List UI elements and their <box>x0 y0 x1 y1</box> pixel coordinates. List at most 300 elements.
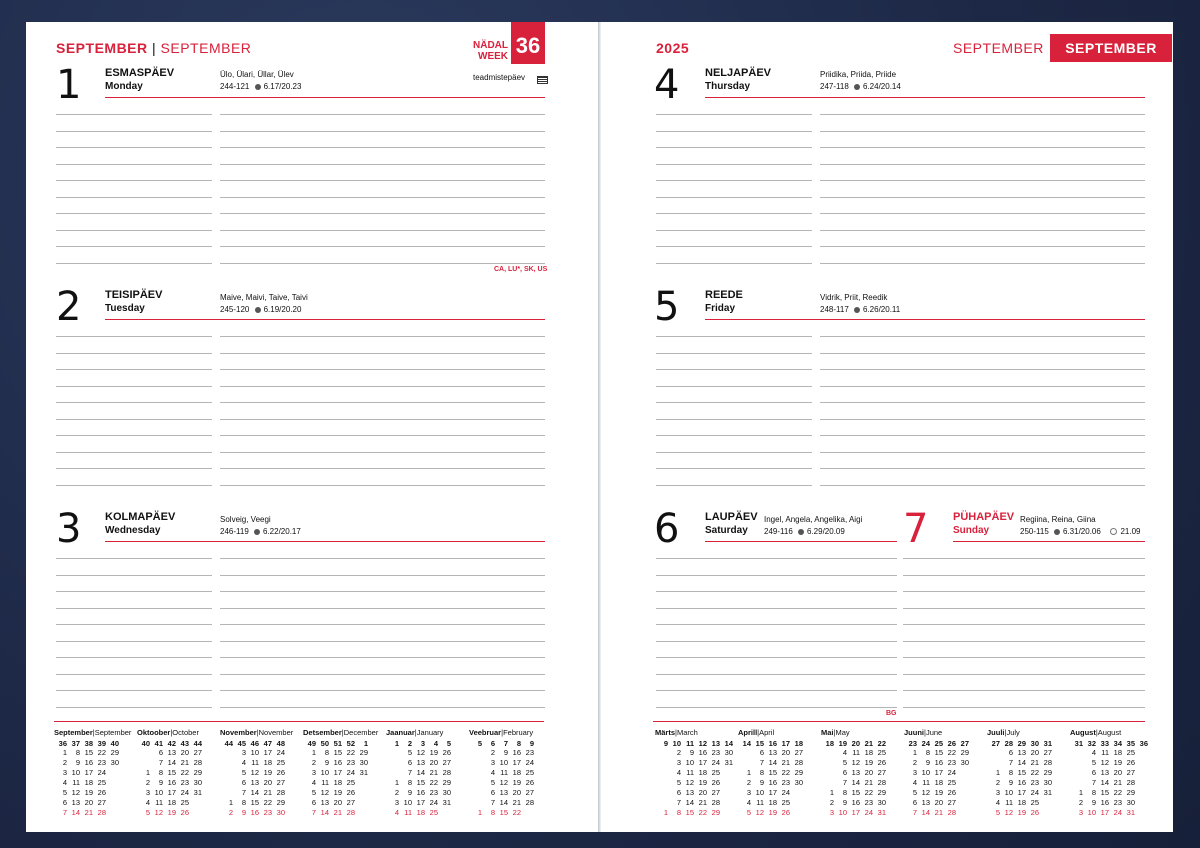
writing-line[interactable] <box>656 690 897 691</box>
page-header-left <box>56 40 251 56</box>
calendar-row: 6 13 20 27 <box>241 778 285 787</box>
sun-icon <box>254 529 260 535</box>
sun-icon <box>255 84 261 90</box>
calendar-row: 6 13 20 27 <box>759 748 803 757</box>
writing-line[interactable] <box>220 197 545 198</box>
calendar-row: 7 14 21 28 <box>241 788 285 797</box>
day-divider <box>705 541 897 542</box>
week-numbers: 1 2 3 4 5 <box>394 739 451 748</box>
writing-line[interactable] <box>903 707 1145 708</box>
calendar-row: 4 11 18 25 <box>746 798 790 807</box>
calendar-row: 4 11 18 25 <box>311 778 355 787</box>
writing-line[interactable] <box>656 197 812 198</box>
month-title-et: SEPTEMBER <box>56 40 148 56</box>
mini-calendar-title: September|September <box>54 728 132 737</box>
writing-line[interactable] <box>220 369 545 370</box>
writing-line[interactable] <box>56 657 212 658</box>
mini-calendar-title: Juuni|June <box>904 728 943 737</box>
writing-line[interactable] <box>820 114 1145 115</box>
moon-phase-time: 21.09 <box>1120 527 1141 536</box>
calendar-row: 4 11 18 25 <box>1091 748 1135 757</box>
month-title-et: SEPTEMBER <box>953 40 1044 56</box>
flag-icon <box>537 76 548 84</box>
writing-line[interactable] <box>220 114 545 115</box>
writing-line[interactable] <box>656 435 812 436</box>
day-divider <box>105 97 545 98</box>
calendar-row: 7 14 21 28 <box>759 758 803 767</box>
calendar-row: 3 10 17 24 <box>746 788 790 797</box>
mini-calendar-title: Märts|March <box>655 728 698 737</box>
writing-line[interactable] <box>220 435 545 436</box>
calendar-row: 6 13 20 27 <box>842 768 886 777</box>
day-of-year: 245-120 <box>220 305 250 314</box>
name-day-list: Solveig, Veegi <box>220 515 271 524</box>
writing-line[interactable] <box>56 674 212 675</box>
calendar-row: 2 9 16 23 30 <box>311 758 368 767</box>
writing-line[interactable] <box>820 131 1145 132</box>
day-of-year: 244-121 <box>220 82 250 91</box>
mini-calendar-title: Oktoober|October <box>137 728 199 737</box>
writing-line[interactable] <box>820 485 1145 486</box>
week-numbers: 9 10 11 12 13 14 <box>663 739 733 748</box>
writing-line[interactable] <box>56 402 212 403</box>
writing-line[interactable] <box>656 419 812 420</box>
mini-calendar-title: Jaanuar|January <box>386 728 444 737</box>
day-name-en: Tuesday <box>105 303 145 314</box>
sun-icon <box>854 307 860 313</box>
calendar-row: 7 14 21 28 <box>1091 778 1135 787</box>
writing-line[interactable] <box>56 369 212 370</box>
calendar-row: 7 14 21 28 <box>1008 758 1052 767</box>
writing-line[interactable] <box>903 591 1145 592</box>
year-title: 2025 <box>656 40 690 56</box>
name-day-list: Ülo, Ülari, Üllar, Ülev <box>220 70 294 79</box>
day-name-en: Sunday <box>953 525 990 536</box>
writing-line[interactable] <box>820 213 1145 214</box>
mini-calendar <box>904 728 969 818</box>
writing-line[interactable] <box>656 336 812 337</box>
day-divider <box>105 541 545 542</box>
day-name <box>105 288 162 316</box>
sunrise-sunset: 6.24/20.14 <box>863 82 901 91</box>
writing-line[interactable] <box>220 657 545 658</box>
writing-line[interactable] <box>56 197 212 198</box>
writing-line[interactable] <box>220 707 545 708</box>
writing-line[interactable] <box>820 180 1145 181</box>
writing-line[interactable] <box>220 641 545 642</box>
mini-calendar <box>987 728 1052 818</box>
calendar-row: 1 8 15 22 <box>477 808 521 817</box>
writing-line[interactable] <box>56 230 212 231</box>
writing-line[interactable] <box>220 624 545 625</box>
mini-calendar-title: Detsember|December <box>303 728 379 737</box>
day-name <box>105 510 175 538</box>
calendar-row: 1 8 15 22 29 <box>311 748 368 757</box>
writing-line[interactable] <box>656 468 812 469</box>
writing-line[interactable] <box>903 674 1145 675</box>
week-label-en: WEEK <box>478 51 508 62</box>
day-name-et: REEDE <box>705 289 743 301</box>
day-divider <box>953 541 1145 542</box>
mini-calendar <box>137 728 202 818</box>
writing-line[interactable] <box>220 246 545 247</box>
calendar-row: 1 8 15 22 29 <box>912 748 969 757</box>
writing-line[interactable] <box>656 591 897 592</box>
month-title-sep: | <box>152 40 157 56</box>
writing-line[interactable] <box>56 213 212 214</box>
writing-line[interactable] <box>220 336 545 337</box>
mini-calendar <box>1070 728 1148 818</box>
writing-line[interactable] <box>820 147 1145 148</box>
week-numbers: 14 15 16 17 18 <box>742 739 803 748</box>
calendar-row: 5 12 19 26 <box>407 748 451 757</box>
writing-line[interactable] <box>220 131 545 132</box>
calendar-row: 2 9 16 23 30 <box>995 778 1052 787</box>
writing-line[interactable] <box>56 164 212 165</box>
name-days <box>220 514 301 538</box>
week-numbers: 18 19 20 21 22 <box>825 739 886 748</box>
calendar-row: 5 12 19 26 <box>62 788 106 797</box>
day-divider <box>705 319 1145 320</box>
calendar-row: 5 12 19 26 <box>676 778 720 787</box>
writing-line[interactable] <box>56 147 212 148</box>
week-numbers: 36 37 38 39 40 <box>58 739 119 748</box>
calendar-row: 4 11 18 25 <box>995 798 1039 807</box>
calendar-row: 6 13 20 27 <box>1091 768 1135 777</box>
writing-line[interactable] <box>656 575 897 576</box>
day-name-en: Monday <box>105 81 143 92</box>
calendar-row: 6 13 20 27 <box>1008 748 1052 757</box>
writing-line[interactable] <box>56 386 212 387</box>
calendar-row: 4 11 18 25 <box>490 768 534 777</box>
writing-line[interactable] <box>820 336 1145 337</box>
day-number: 1 <box>56 62 82 108</box>
calendar-row: 7 14 21 28 <box>490 798 534 807</box>
day-name-et: TEISIPÄEV <box>105 289 163 301</box>
day-number: 4 <box>654 62 680 108</box>
writing-line[interactable] <box>220 230 545 231</box>
name-days <box>820 292 900 316</box>
week-numbers: 31 32 33 34 35 36 <box>1074 739 1148 748</box>
writing-line[interactable] <box>820 468 1145 469</box>
day-of-year: 247-118 <box>820 82 849 91</box>
writing-line[interactable] <box>820 419 1145 420</box>
day-of-year: 250-115 <box>1020 527 1049 536</box>
right-page <box>601 22 1173 832</box>
sun-icon <box>798 529 804 535</box>
calendar-row: 5 12 19 26 <box>1091 758 1135 767</box>
week-numbers: 49 50 51 52 1 <box>307 739 368 748</box>
day-number: 7 <box>903 506 929 552</box>
name-day-list: Regiina, Reina, Giina <box>1020 515 1096 524</box>
calendar-row: 4 11 18 25 <box>62 778 106 787</box>
day-name-et: KOLMAPÄEV <box>105 511 176 523</box>
sunrise-sunset: 6.22/20.17 <box>263 527 301 536</box>
week-numbers: 44 45 46 47 48 <box>224 739 285 748</box>
holiday-note: teadmistepäev <box>473 73 526 82</box>
day-name-en: Friday <box>705 303 736 314</box>
writing-line[interactable] <box>220 402 545 403</box>
day-divider <box>705 97 1145 98</box>
writing-line[interactable] <box>820 197 1145 198</box>
day-number: 6 <box>654 506 680 552</box>
calendar-divider <box>653 721 1145 722</box>
calendar-row: 5 12 19 26 <box>145 808 189 817</box>
day-of-year: 246-119 <box>220 527 249 536</box>
week-numbers: 5 6 7 8 9 <box>477 739 534 748</box>
mini-calendar-title: Aprill|April <box>738 728 775 737</box>
day-name-en: Wednesday <box>105 525 161 536</box>
calendar-row: 1 8 15 22 29 <box>663 808 720 817</box>
day-of-year: 249-116 <box>764 527 793 536</box>
day-name-en: Saturday <box>705 525 748 536</box>
calendar-row: 3 10 17 24 31 <box>1078 808 1135 817</box>
writing-line[interactable] <box>903 641 1145 642</box>
calendar-row: 6 13 20 27 <box>407 758 451 767</box>
calendar-row: 5 12 19 26 <box>995 808 1039 817</box>
full-moon-icon <box>1110 528 1117 535</box>
name-days <box>764 514 862 538</box>
writing-line[interactable] <box>820 386 1145 387</box>
calendar-row: 2 9 16 23 30 <box>228 808 285 817</box>
writing-line[interactable] <box>56 558 212 559</box>
calendar-row: 3 10 17 24 31 <box>829 808 886 817</box>
writing-line[interactable] <box>220 575 545 576</box>
writing-line[interactable] <box>220 468 545 469</box>
writing-line[interactable] <box>56 435 212 436</box>
writing-line[interactable] <box>220 164 545 165</box>
writing-line[interactable] <box>656 485 812 486</box>
calendar-row: 6 13 20 27 <box>311 798 355 807</box>
writing-line[interactable] <box>56 180 212 181</box>
calendar-row: 4 11 18 25 <box>241 758 285 767</box>
writing-line[interactable] <box>656 114 812 115</box>
writing-line[interactable] <box>56 246 212 247</box>
writing-line[interactable] <box>220 263 545 264</box>
writing-line[interactable] <box>56 575 212 576</box>
writing-line[interactable] <box>56 336 212 337</box>
writing-line[interactable] <box>56 591 212 592</box>
writing-line[interactable] <box>656 369 812 370</box>
writing-line[interactable] <box>820 164 1145 165</box>
writing-line[interactable] <box>656 147 812 148</box>
writing-line[interactable] <box>56 608 212 609</box>
writing-line[interactable] <box>56 485 212 486</box>
writing-line[interactable] <box>56 452 212 453</box>
writing-line[interactable] <box>820 230 1145 231</box>
writing-line[interactable] <box>220 147 545 148</box>
mini-calendar-title: Mai|May <box>821 728 850 737</box>
calendar-row: 7 14 21 28 <box>912 808 956 817</box>
day-divider <box>105 319 545 320</box>
calendar-row: 4 11 18 25 <box>912 778 956 787</box>
writing-line[interactable] <box>656 657 897 658</box>
writing-line[interactable] <box>656 246 812 247</box>
calendar-row: 3 10 17 24 31 <box>145 788 202 797</box>
day-name-en: Thursday <box>705 81 751 92</box>
writing-line[interactable] <box>656 230 812 231</box>
calendar-row: 2 9 16 23 30 <box>394 788 451 797</box>
writing-line[interactable] <box>820 246 1145 247</box>
mini-calendar-title: August|August <box>1070 728 1122 737</box>
writing-line[interactable] <box>220 419 545 420</box>
writing-line[interactable] <box>56 624 212 625</box>
writing-line[interactable] <box>820 263 1145 264</box>
writing-line[interactable] <box>56 707 212 708</box>
calendar-row: 3 10 17 24 <box>241 748 285 757</box>
writing-line[interactable] <box>656 263 812 264</box>
writing-line[interactable] <box>656 452 812 453</box>
calendar-row: 1 8 15 22 29 <box>228 798 285 807</box>
writing-line[interactable] <box>656 386 812 387</box>
day-name-et: LAUPÄEV <box>705 511 758 523</box>
calendar-row: 2 9 16 23 <box>490 748 534 757</box>
calendar-row: 4 11 18 25 <box>842 748 886 757</box>
week-numbers: 23 24 25 26 27 <box>908 739 969 748</box>
calendar-row: 5 12 19 26 <box>746 808 790 817</box>
writing-line[interactable] <box>656 558 897 559</box>
writing-line[interactable] <box>56 641 212 642</box>
calendar-row: 1 8 15 22 29 <box>1078 788 1135 797</box>
writing-line[interactable] <box>656 353 812 354</box>
writing-line[interactable] <box>220 591 545 592</box>
month-title-en: SEPTEMBER <box>160 40 252 56</box>
writing-line[interactable] <box>903 608 1145 609</box>
writing-line[interactable] <box>656 624 897 625</box>
writing-line[interactable] <box>656 131 812 132</box>
writing-line[interactable] <box>656 641 897 642</box>
writing-line[interactable] <box>220 558 545 559</box>
calendar-row: 2 9 16 23 30 <box>676 748 733 757</box>
writing-line[interactable] <box>903 558 1145 559</box>
calendar-row: 3 10 17 24 31 <box>394 798 451 807</box>
day-name <box>953 510 1014 538</box>
writing-line[interactable] <box>903 690 1145 691</box>
calendar-row: 4 11 18 25 <box>394 808 438 817</box>
name-days <box>820 69 901 93</box>
writing-line[interactable] <box>220 674 545 675</box>
mini-calendar <box>469 728 534 818</box>
calendar-row: 3 10 17 24 <box>490 758 534 767</box>
name-day-list: Priidika, Priida, Priide <box>820 70 897 79</box>
calendar-row: 2 9 16 23 30 <box>145 778 202 787</box>
writing-line[interactable] <box>56 353 212 354</box>
mini-calendar <box>821 728 886 818</box>
country-flags: BG <box>886 710 897 717</box>
sunrise-sunset: 6.17/20.23 <box>263 82 302 91</box>
calendar-row: 6 13 20 27 <box>490 788 534 797</box>
writing-line[interactable] <box>220 180 545 181</box>
left-page <box>26 22 600 832</box>
writing-line[interactable] <box>820 435 1145 436</box>
writing-line[interactable] <box>903 657 1145 658</box>
day-name-et: PÜHAPÄEV <box>953 511 1015 523</box>
calendar-row: 3 10 17 24 <box>912 768 956 777</box>
calendar-row: 2 9 16 23 30 <box>1078 798 1135 807</box>
calendar-row: 2 9 16 23 30 <box>746 778 803 787</box>
calendar-row: 4 11 18 25 <box>676 768 720 777</box>
calendar-row: 5 12 19 26 <box>241 768 285 777</box>
writing-line[interactable] <box>56 419 212 420</box>
day-of-year: 248-117 <box>820 305 849 314</box>
writing-line[interactable] <box>56 690 212 691</box>
writing-line[interactable] <box>656 707 897 708</box>
name-days <box>220 69 301 93</box>
writing-line[interactable] <box>56 263 212 264</box>
calendar-row: 7 14 21 28 <box>311 808 355 817</box>
calendar-row: 6 13 20 27 <box>158 748 202 757</box>
calendar-row: 5 12 19 26 <box>490 778 534 787</box>
day-number: 5 <box>654 284 680 330</box>
calendar-row: 1 8 15 22 29 <box>145 768 202 777</box>
calendar-row: 2 9 16 23 30 <box>912 758 969 767</box>
writing-line[interactable] <box>820 402 1145 403</box>
writing-line[interactable] <box>903 575 1145 576</box>
day-name <box>705 510 758 538</box>
calendar-row: 5 12 19 26 <box>912 788 956 797</box>
day-name-et: NELJAPÄEV <box>705 67 772 79</box>
mini-calendar <box>220 728 293 818</box>
writing-line[interactable] <box>220 353 545 354</box>
calendar-row: 7 14 21 28 <box>158 758 202 767</box>
calendar-row: 6 13 20 27 <box>912 798 956 807</box>
sunrise-sunset: 6.31/20.06 <box>1063 527 1101 536</box>
calendar-divider <box>54 721 544 722</box>
calendar-row: 3 10 17 24 31 <box>311 768 368 777</box>
writing-line[interactable] <box>220 690 545 691</box>
day-name <box>705 288 743 316</box>
writing-line[interactable] <box>220 452 545 453</box>
writing-line[interactable] <box>56 468 212 469</box>
writing-line[interactable] <box>56 114 212 115</box>
writing-line[interactable] <box>656 164 812 165</box>
sun-icon <box>255 307 261 313</box>
mini-calendar <box>738 728 803 818</box>
writing-line[interactable] <box>656 213 812 214</box>
writing-line[interactable] <box>656 674 897 675</box>
calendar-row: 3 10 17 24 31 <box>676 758 733 767</box>
writing-line[interactable] <box>903 624 1145 625</box>
sunrise-sunset: 6.19/20.20 <box>263 305 302 314</box>
sunrise-sunset: 6.29/20.09 <box>807 527 845 536</box>
calendar-row: 7 14 21 28 <box>676 798 720 807</box>
writing-line[interactable] <box>820 369 1145 370</box>
writing-line[interactable] <box>56 131 212 132</box>
writing-line[interactable] <box>820 353 1145 354</box>
day-name <box>105 66 174 94</box>
calendar-row: 2 9 16 23 30 <box>62 758 119 767</box>
writing-line[interactable] <box>656 608 897 609</box>
sunrise-sunset: 6.26/20.11 <box>863 305 901 314</box>
name-day-list: Maive, Maivi, Taive, Taivi <box>220 293 308 302</box>
writing-line[interactable] <box>656 402 812 403</box>
writing-line[interactable] <box>820 452 1145 453</box>
calendar-row: 5 12 19 26 <box>842 758 886 767</box>
writing-line[interactable] <box>220 213 545 214</box>
calendar-row: 6 13 20 27 <box>676 788 720 797</box>
calendar-row: 7 14 21 28 <box>62 808 106 817</box>
writing-line[interactable] <box>656 180 812 181</box>
writing-line[interactable] <box>220 386 545 387</box>
name-day-list: Vidrik, Priit, Reedik <box>820 293 888 302</box>
mini-calendar-title: Juuli|July <box>987 728 1020 737</box>
week-numbers: 27 28 29 30 31 <box>991 739 1052 748</box>
writing-line[interactable] <box>220 485 545 486</box>
mini-calendar <box>655 728 733 818</box>
calendar-row: 1 8 15 22 29 <box>746 768 803 777</box>
writing-line[interactable] <box>220 608 545 609</box>
calendar-row: 6 13 20 27 <box>62 798 106 807</box>
